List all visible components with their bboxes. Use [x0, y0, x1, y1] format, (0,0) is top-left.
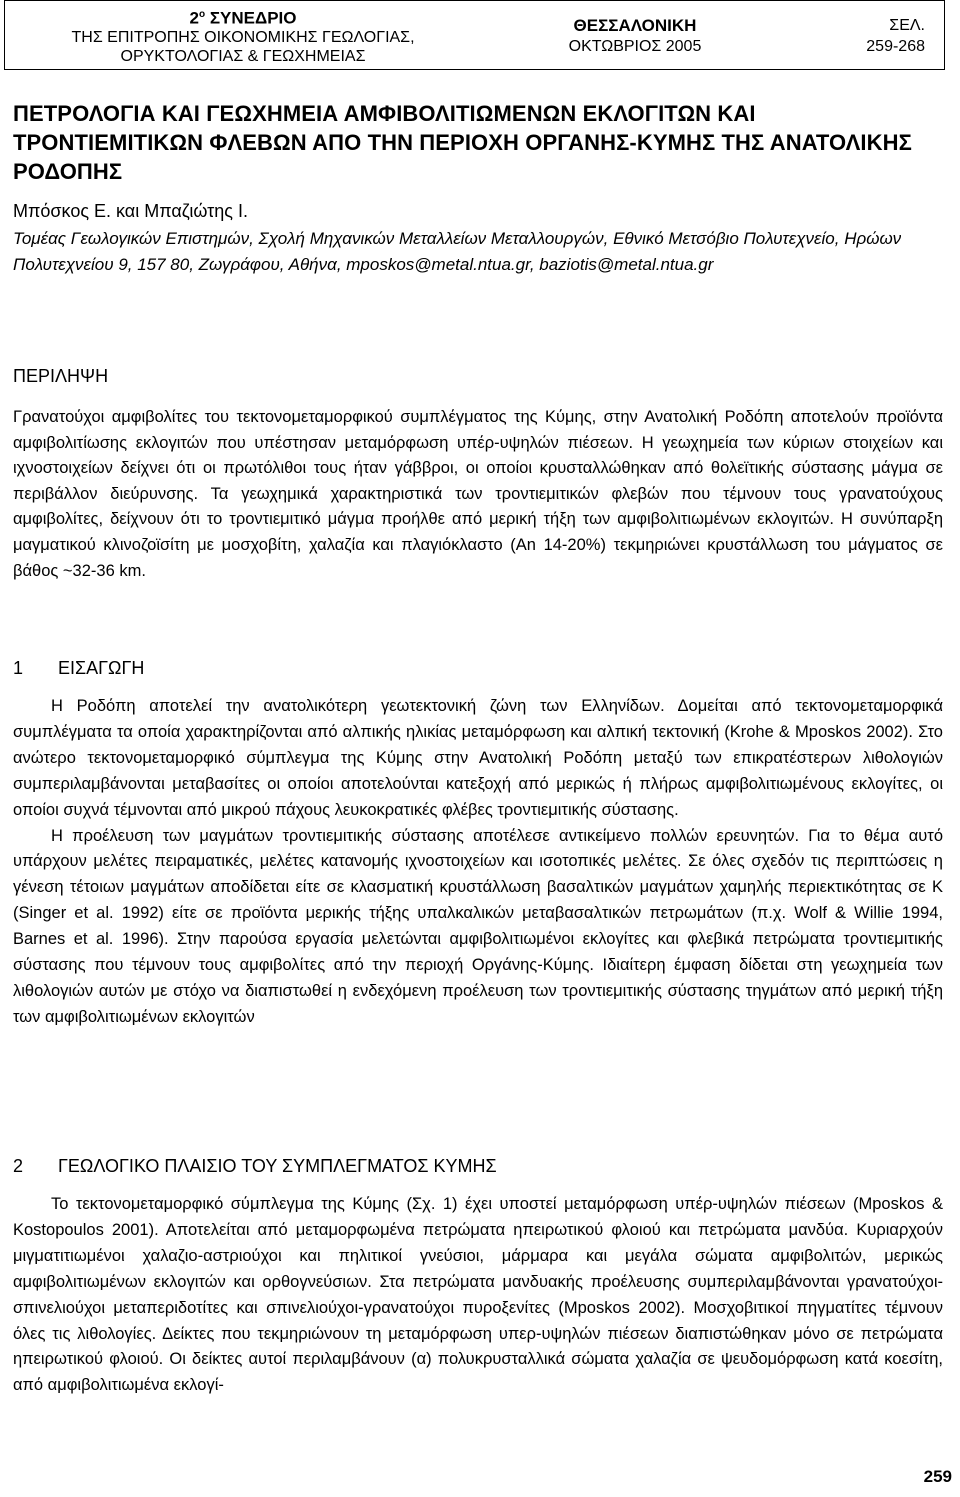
- paragraph: Η Ροδόπη αποτελεί την ανατολικότερη γεωτεκτονική ζώνη των Ελληνίδων. Δομείται από τεκτονομεταμορφικά συμπλέγματα τα οποία χαρακτηρίζονται από αλπικής ηλικίας μεταμόρφωση και αλπική τεκτονική (Krohe & Mposkos 2002). Στο ανώτερο τεκτονομεταμορφικό σύμπλεγμα της Κύμης στην Ανατολική Ροδόπη μεταξύ των επικρατέστερων λιθολογιών συμπεριλαμβάνονται μεταβασίτες οι οποίοι αποτελούνται κατεξοχή από μερικώς ή πλήρως αμφιβολιτιωμένους εκλογίτες, οι οποίοι συχνά τέμνονται από μικρού πάχους λευκοκρατικές φλέβες τροντιεμιτικής σύστασης.: [13, 697, 943, 819]
- page-range: [815, 15, 925, 57]
- section-1-number: 1: [13, 658, 24, 678]
- location-date: [560, 15, 710, 57]
- committee-line-1: ΤΗΣ ΕΠΙΤΡΟΠΗΣ ΟΙΚΟΝΟΜΙΚΗΣ ΓΕΩΛΟΓΙΑΣ,: [71, 28, 415, 46]
- authors: Μπόσκος Ε. και Μπαζιώτης Ι.: [13, 201, 248, 221]
- page-number: 259: [923, 1467, 952, 1486]
- section-1-title: ΕΙΣΑΓΩΓΗ: [58, 658, 145, 678]
- conference-title: $2^o$ ΣΥΝΕΔΡΙΟ: [189, 8, 297, 28]
- committee-line-2: ΟΡΥΚΤΟΛΟΓΙΑΣ & ΓΕΩΧΗΜΕΙΑΣ: [120, 47, 366, 65]
- affiliation: Τομέας Γεωλογικών Επιστημών, Σχολή Μηχανικών Μεταλλείων Μεταλλουργών, Εθνικό Μετσόβιο Πολυτεχνείο, Ηρώων Πολυτεχνείου 9, 157 80, Ζωγράφου, Αθήνα, mposkos@metal.ntua.gr, baziotis@metal.ntua.gr: [13, 229, 902, 274]
- city: ΘΕΣΣΑΛΟΝΙΚΗ: [573, 16, 697, 35]
- section-2-title: ΓΕΩΛΟΓΙΚΟ ΠΛΑΙΣΙΟ ΤΟΥ ΣΥΜΠΛΕΓΜΑΤΟΣ ΚΥΜΗΣ: [58, 1156, 497, 1176]
- section-1-heading: [13, 658, 144, 679]
- date: ΟΚΤΩΒΡΙΟΣ 2005: [568, 38, 702, 55]
- paragraph: Η προέλευση των μαγμάτων τροντιεμιτικής σύστασης αποτέλεσε αντικείμενο πολλών ερευνητών. Για το θέμα αυτό υπάρχουν μελέτες πειραματικές, μελέτες κατανομής ιχνοστοιχείων και ισοτοπικές μελέτες. Σε όλες σχεδόν τις περιπτώσεις η γένεση τέτοιων μαγμάτων αποδίδεται είτε σε κλασματική κρυστάλλωση βασαλτικών μαγμάτων χαμηλής περιεκτικότητας σε K (Singer et al. 1992) είτε σε προϊόντα μερικής τήξης υπαλκαλικών μεταβασαλτικών πετρωμάτων (π.χ. Wolf & Willie 1994, Barnes et al. 1996). Στην παρούσα εργασία μελετώνται αμφιβολιτιωμένοι εκλογίτες και φλεβικά πετρώματα τροντιεμιτικής σύστασης που τέμνουν τους αμφιβολίτες από την περιοχή Οργάνης-Κύμης. Ιδιαίτερη έμφαση δίδεται στη γεωχημεία των λιθολογιών αυτών με στόχο να διαπιστωθεί η ενδεχόμενη προέλευση των τροντιεμιτικής σύστασης τηγμάτων από μερική τήξη των αμφιβολιτιωμένων εκλογιτών: [13, 826, 943, 1026]
- conference-info: [53, 5, 433, 66]
- pages-label: ΣΕΛ.: [889, 17, 925, 34]
- abstract-text: Γρανατούχοι αμφιβολίτες του τεκτονομεταμορφικού συμπλέγματος της Κύμης, στην Ανατολική Ροδόπη αποτελούν προϊόντα αμφιβολιτίωσης εκλογιτών που υπέστησαν μεταμόρφωση υπέρ-υψηλών πιέσεων. Η γεωχημεία των κύριων στοιχείων και ιχνοστοιχείων δείχνει ότι οι πρωτόλιθοι τους ήταν γάββροι, οι οποίοι κρυσταλλώθηκαν από θολεϊτικής σύστασης μάγμα σε περιβάλλον διεύρυνσης. Τα γεωχημικά χαρακτηριστικά των τροντιεμιτικών φλεβών που τέμνουν τους γρανατούχους αμφιβολίτες, δείχνουν ότι το τροντιεμιτικό μάγμα προήλθε από μερική τήξη των αμφιβολιτιωμένων εκλογιτών. Η συνύπαρξη μαγματικού κλινοζοϊσίτη με μοσχοβίτη, χαλαζία και πλαγιόκλαστο (An 14-20%) τεκμηριώνει κρυστάλλωση του μάγματος σε βάθος ~32-36 km.: [13, 408, 943, 580]
- section-1-body: [13, 694, 943, 1031]
- pages-range: 259-268: [866, 38, 925, 55]
- section-2-number: 2: [13, 1156, 24, 1176]
- paragraph: Το τεκτονομεταμορφικό σύμπλεγμα της Κύμης (Σχ. 1) έχει υποστεί μεταμόρφωση υπέρ-υψηλών πιέσεων (Mposkos & Kostopoulos 2001). Αποτελείται από μεταμορφωμένα πετρώματα ηπειρωτικού φλοιού και πετρώματα μανδύα. Κυριαρχούν μιγματιτιωμένοι χαλαζιο-αστριούχοι και πηλιτικοί γνεύσιοι, μάρμαρα και μεγάλα σώματα αμφιβολιτών, μερικώς αμφιβολιτιωμένων εκλογιτών και ορθογνεύσιων. Στα πετρώματα μανδυακής προέλευσης συμπεριλαμβάνονται γρανατούχοι-σπινελιούχοι μεταπεριδοτίτες και σπινελιούχοι-γρανατούχοι πυροξενίτες (Mposkos 2002). Μοσχοβιτικοί πηγματίτες τέμνουν όλες τις λιθολογίες. Δείκτες που τεκμηριώνουν τη μεταμόρφωση υπερ-υψηλών πιέσεων διαπιστώθηκαν μόνο σε πετρώματα ηπειρωτικού φλοιού. Οι δείκτες αυτοί περιλαμβάνουν (α) πολυκρυσταλλικά σώματα χαλαζία σε ψευδομόρφωση κατά κοεσίτη, από αμφιβολιτιωμένα εκλογί-: [13, 1195, 943, 1395]
- abstract-heading: ΠΕΡΙΛΗΨΗ: [13, 366, 109, 386]
- section-2-body: [13, 1192, 943, 1399]
- paper-title: ΠΕΤΡΟΛΟΓΙΑ ΚΑΙ ΓΕΩΧΗΜΕΙΑ ΑΜΦΙΒΟΛΙΤΙΩΜΕΝΩΝ ΕΚΛΟΓΙΤΩΝ ΚΑΙ ΤΡΟΝΤΙΕΜΙΤΙΚΩΝ ΦΛΕΒΩΝ ΑΠΟ ΤΗΝ ΠΕΡΙΟΧΗ ΟΡΓΑΝΗΣ-ΚΥΜΗΣ ΤΗΣ ΑΝΑΤΟΛΙΚΗΣ ΡΟΔΟΠΗΣ: [13, 101, 912, 184]
- running-header: [4, 0, 945, 70]
- section-2-heading: [13, 1156, 497, 1177]
